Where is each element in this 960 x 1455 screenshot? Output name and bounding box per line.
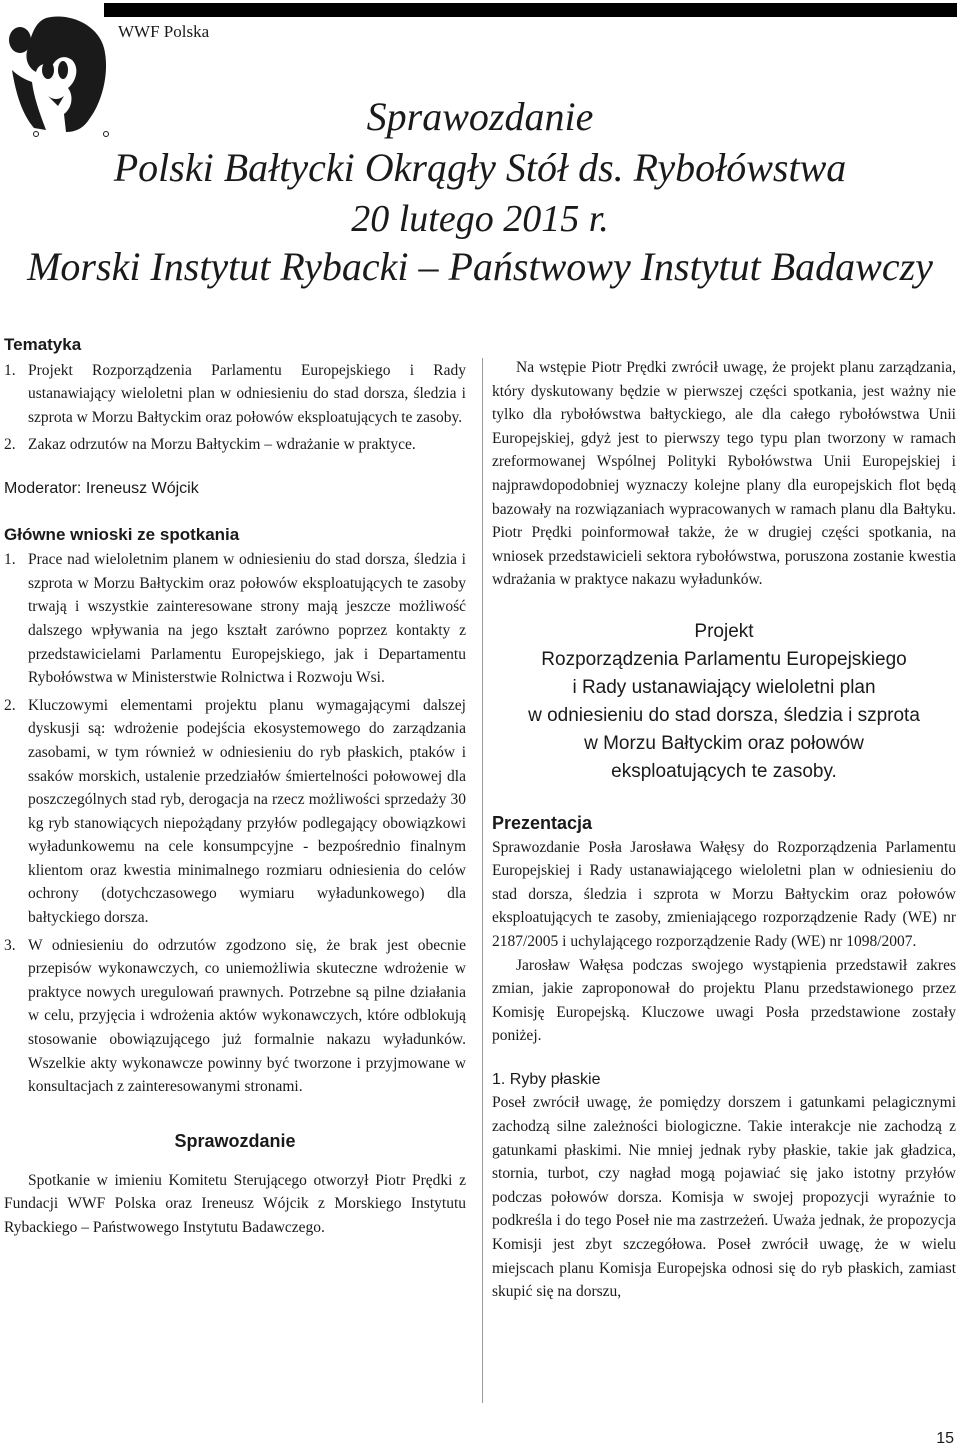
projekt-title-line: w Morzu Bałtyckim oraz połowów [584,732,864,754]
projekt-title-line: eksploatujących te zasoby. [611,760,837,782]
list-text: Prace nad wieloletnim planem w odniesieniu do stad dorsza, śledzia i szprota w Morzu Bałtyckim oraz połowów eksploatujących te zasoby trwają i wszystkie zainteresowane strony mają jeszcze możliwość dalszego wpływania na jego kształt zarówno poprzez kontakty z przedstawicielami Parlamentu Europejskiego, jak i Departamentu Rybołówstwa w Ministerstwie Rolnictwa i Rozwoju Wsi. [28,551,466,687]
projekt-title-line: Projekt [694,620,754,642]
sprawozdanie-text: Spotkanie w imieniu Komitetu Sterującego otworzył Piotr Prędki z Fundacji WWF Polska oraz Ireneusz Wójcik z Morskiego Instytutu Rybackiego – Państwowego Instytutu Badawczego. [4,1171,466,1236]
prezentacja-paragraph-2: Jarosław Wałęsa podczas swojego wystąpienia przedstawił zakres zmian, jakie zaproponował do projektu Planu przedstawionego przez Komisję Europejską. Kluczowe uwagi Posła przedstawione zostały poniżej. [492,956,956,1045]
title-institute: Morski Instytut Rybacki – Państwowy Instytut Badawczy [27,244,933,289]
title-line-2: Polski Bałtycki Okrągły Stół ds. Rybołówstwa [113,145,847,190]
projekt-title-line: w odniesieniu do stad dorsza, śledzia i szprota [528,704,920,726]
wnioski-heading: Główne wnioski ze spotkania [4,524,240,544]
list-number: 2. [4,436,16,454]
list-number: 1. [4,551,16,569]
left-column [4,333,466,1240]
ryby-paragraph: Poseł zwrócił uwagę, że pomiędzy dorszem i gatunkami pelagicznymi zachodzą silne zależności biologiczne. Takie interakcje nie zachodzą z gatunkami płaskimi. Nie mniej jednak ryby płaskie, takie jak gładzica, stornia, turbot, czy nagład mogą pojawiać się jako istotny przyłów podczas połowów dorsza. Komisja w swojej propozycji wyraźnie to podkreśla i do tego Poseł nie ma zastrzeżeń. Uważa jednak, że propozycja Komisji jest zbyt szczegółowa. Poseł zwrócił uwagę, że w wielu miejscach planu Komisja Europejska odnosi się do ryb płaskich, zamiast skupić się na dorszu, [492,1094,956,1301]
list-number: 1. [4,361,16,379]
moderator: Moderator: Ireneusz Wójcik [4,479,199,497]
title-date: 20 lutego 2015 r. [351,198,609,240]
intro-paragraph: Na wstępie Piotr Prędki zwrócił uwagę, że projekt planu zarządzania, który dyskutowany będzie w pierwszej części spotkania, jest ważny nie tylko dla rybołówstwa bałtyckiego, ale dla całego rybołówstwa Unii Europejskiej, gdyż jest to pierwszy tego typu plan tworzony w ramach zreformowanej Wspólnej Polityki Rybołówstwa Unii Europejskiej i najprawdopodobniej wyznaczy kolejne plany dla europejskich flot będą bazowały na rozwiązaniach wypracowanych w ramach planu dla Bałtyku. Piotr Prędki poinformował także, że w drugiej części spotkania, na wniosek przedstawicieli sektora rybołówstwa, poruszona zostanie kwestia wdrażania w praktyce nakazu wyładunków. [492,359,956,589]
projekt-title [492,618,956,786]
ryby-heading: 1. Ryby płaskie [492,1070,601,1088]
list-item [4,433,466,457]
list-item [4,934,466,1099]
org-name: WWF Polska [118,22,210,41]
page-number: 15 [936,1430,954,1447]
prezentacja-heading: Prezentacja [492,812,593,833]
list-text: Zakaz odrzutów na Morzu Bałtyckim – wdrażanie w praktyce. [28,436,416,454]
list-item [4,548,466,690]
list-number: 3. [4,936,16,954]
tematyka-heading: Tematyka [4,335,82,354]
header-bar [104,3,957,17]
list-item [4,694,466,930]
projekt-title-line: Rozporządzenia Parlamentu Europejskiego [541,648,907,670]
list-item [4,359,466,430]
column-divider [482,358,483,1403]
list-text: Kluczowymi elementami projektu planu wymagającymi dalszej dyskusji są: wdrożenie podejścia ekosystemowego do zarządzania zasobami, w tym również w odniesieniu do ryb płaskich, ptaków i ssaków morskich, ustalenie przedziałów śmiertelności połowowej dla poszczególnych stad ryb, derogacja na rzecz możliwości sprzedaży 30 kg ryb stanowiących niepożądany przyłów podlegający obowiązkowi wyładunkowemu na cele konsumpcyjne - bezpośrednio finalnym klientom oraz kwestia minimalnego rozmiaru odniesienia do celów ochrony (dotychczasowego wymiaru wyładunkowego) dla bałtyckiego dorsza. [28,696,466,927]
title-line-1: Sprawozdanie [366,94,594,139]
sprawozdanie-heading: Sprawozdanie [174,1130,296,1151]
list-number: 2. [4,696,16,714]
list-text: W odniesieniu do odrzutów zgodzono się, że brak jest obecnie przepisów wykonawczych, co uniemożliwia skuteczne wdrożenie w praktyce nowych uregulowań prawnych. Potrzebne są pilne działania w celu, przyjęcia i wdrożenia aktów wykonawczych, które odblokują stosowanie obowiązującego już formalnie nakazu wyładunków. Wszelkie akty wykonawcze powinny być tworzone i przyjmowane w konsultacjach z zainteresowanymi stronami. [28,936,466,1096]
prezentacja-paragraph-1: Sprawozdanie Posła Jarosława Wałęsy do Rozporządzenia Parlamentu Europejskiej i Rady ustanawiającego wieloletni plan w odniesieniu do stad dorsza, śledzia i szprota w Morzu Bałtyckim oraz połowów eksploatujących te zasoby, zmieniającego rozporządzenie Rady (WE) nr 2187/2005 i uchylającego rozporządzenie Rady (WE) nr 1098/2007. [492,838,956,950]
projekt-title-line: i Rady ustanawiający wieloletni plan [572,676,876,698]
right-column [492,356,956,1304]
list-text: Projekt Rozporządzenia Parlamentu Europejskiego i Rady ustanawiający wieloletni plan w odniesieniu do stad dorsza, śledzia i szprota w Morzu Bałtyckim oraz połowów eksploatujących te zasoby. [28,361,466,426]
